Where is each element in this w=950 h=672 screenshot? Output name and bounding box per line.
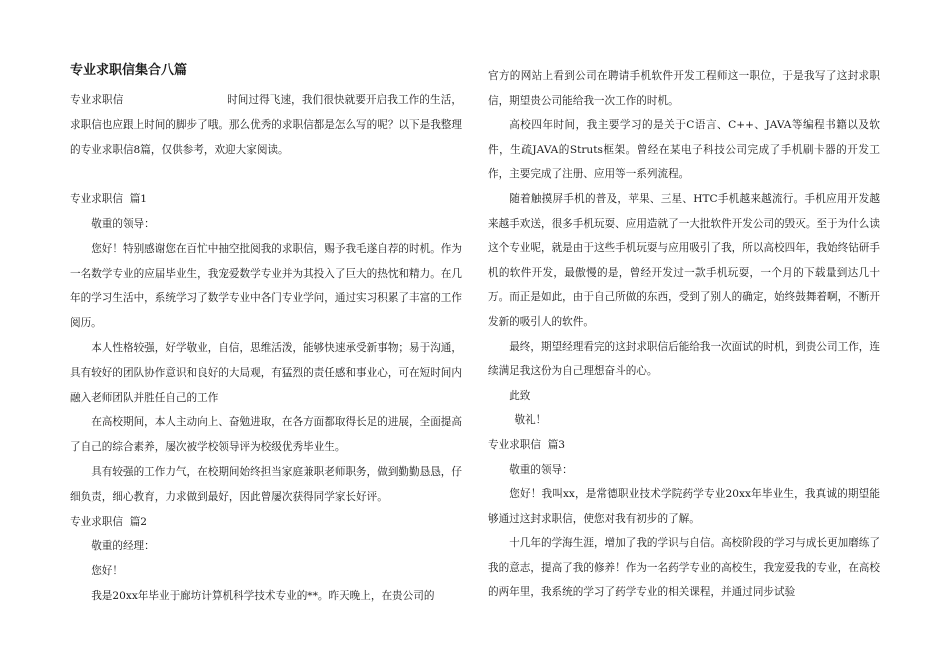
- intro-paragraph: 专业求职信 时间过得飞速，我们很快就要开启我工作的生活，求职信也应跟上时间的脚步了哦。那么优秀的求职信都是怎么写的呢？以下是我整理的专业求职信8篇，仅供参考，欢迎大家阅读。: [70, 94, 462, 156]
- right-column: [488, 64, 880, 605]
- letter2-regards: 敬礼！: [514, 414, 547, 427]
- letter2-closing: 此致: [509, 389, 531, 402]
- letter2-heading: 专业求职信 篇2: [70, 515, 148, 528]
- letter1-salutation: 敬重的领导：: [91, 217, 155, 230]
- letter2-paragraph-4: 最终，期望经理看完的这封求职信后能给我一次面试的时机，到贵公司工作，连续满足我这份为自己理想奋斗的心。: [488, 340, 880, 378]
- letter1-paragraph-1: 您好！特别感谢您在百忙中抽空批阅我的求职信，赐予我毛遂自荐的时机。作为一名数学专业的应届毕业生，我宠爱数学专业并为其投入了巨大的热忱和精力。在几年的学习生活中，系统学习了数学专业中各门专业学问，通过实习积累了丰富的工作阅历。: [70, 242, 462, 330]
- letter1-heading: 专业求职信 篇1: [70, 193, 148, 206]
- letter3-heading: 专业求职信 篇3: [488, 438, 566, 451]
- letter2-paragraph-3: 随着触摸屏手机的普及，苹果、三星、HTC手机越来越流行。手机应用开发越来越手欢送，很多手机玩耍、应用造就了一大批软件开发公司的毁灭。至于为什么读这个专业呢，就是由于这些手机玩耍与应用吸引了我，所以高校四年，我始终钻研手机的软件开发，最傲慢的是，曾经开发过一款手机玩耍，一个月的下载量到达几十万。而正是如此，由于自己所做的东西，受到了别人的确定，始终鼓舞着啊，不断开发新的吸引人的软件。: [488, 192, 880, 328]
- letter2-salutation: 敬重的经理：: [91, 540, 155, 553]
- letter3-salutation: 敬重的领导：: [509, 463, 573, 476]
- letter1-paragraph-3: 在高校期间，本人主动向上、奋勉进取，在各方面都取得长足的进展，全面提高了自己的综合素养，屡次被学校领导评为校级优秀毕业生。: [70, 416, 462, 454]
- letter3-paragraph-1: 您好！我叫xx，是常德职业技术学院药学专业20xx年毕业生，我真诚的期望能够通过这封求职信，使您对我有初步的了解。: [488, 488, 880, 525]
- left-column: [70, 60, 462, 609]
- letter2-paragraph-1-continued: 官方的网站上看到公司在聘请手机软件开发工程师这一职位，于是我写了这封求职信，期望贵公司能给我一次工作的时机。: [488, 70, 880, 107]
- letter1-paragraph-2: 本人性格较强，好学敬业，自信，思维活泼，能够快速承受新事物；易于沟通，具有较好的团队协作意识和良好的大局观，有猛烈的责任感和事业心，可在短时间内融入老师团队并胜任自己的工作: [70, 341, 462, 404]
- spacer: [70, 162, 462, 187]
- document-title: 专业求职信集合八篇: [70, 63, 188, 78]
- letter1-paragraph-4: 具有较强的工作力气，在校期间始终担当家庭兼职老师职务，做到勤勤恳恳，仔细负责，细心教育，力求做到最好，因此曾屡次获得同学家长好评。: [70, 465, 462, 503]
- letter2-greeting: 您好！: [91, 565, 123, 578]
- letter2-paragraph-2: 高校四年时间，我主要学习的是关于C语言、C++、JAVA等编程书籍以及软件，生疏JAVA的Struts框架。曾经在某电子科技公司完成了手机刷卡器的开发工作，主要完成了注册、应用等一系列流程。: [488, 119, 880, 181]
- letter3-paragraph-2: 十几年的学海生涯，增加了我的学识与自信。高校阶段的学习与成长更加磨练了我的意志，提高了我的修养！作为一名药学专业的高校生，我宠爱我的专业，在高校的两年里，我系统的学习了药学专业的相关课程，并通过同步试验: [488, 537, 880, 599]
- letter2-paragraph-1: 我是20xx年毕业于廊坊计算机科学技术专业的**。昨天晚上，在贵公司的: [91, 589, 435, 602]
